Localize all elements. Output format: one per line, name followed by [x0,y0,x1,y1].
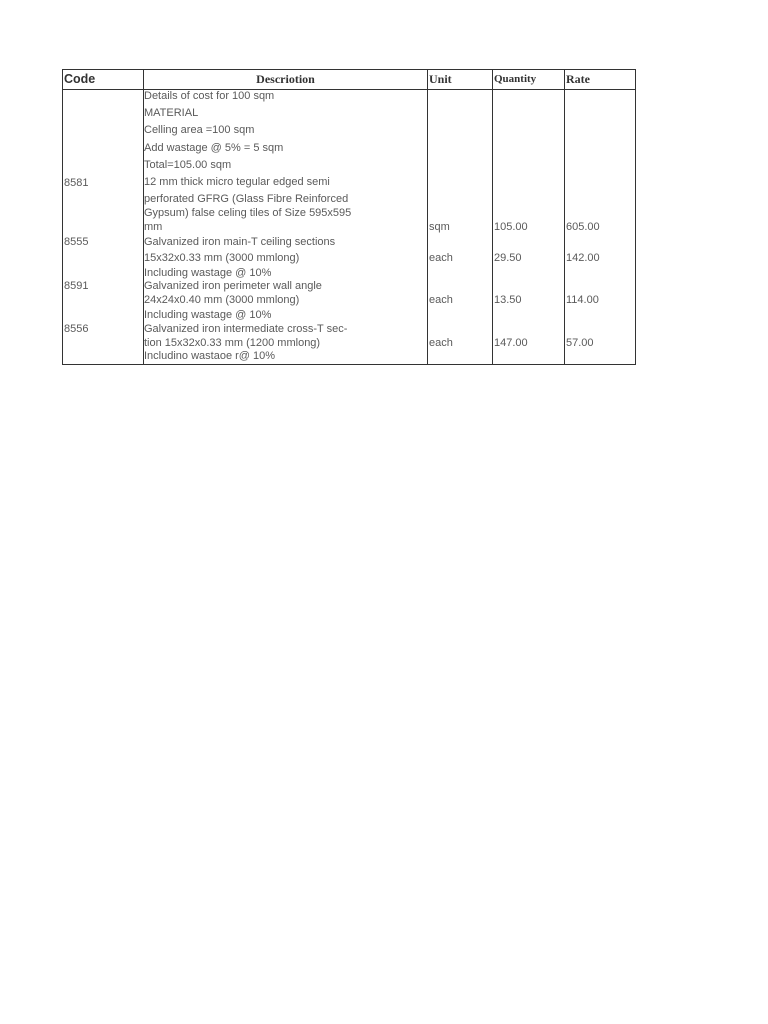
item-quantity: 147.00 [494,337,528,349]
description-line: tion 15x32x0.33 mm (1200 mmlong) [144,337,321,349]
item-code: 8556 [64,323,89,335]
item-unit: each [429,252,453,264]
description-line: Including wastage @ 10% [144,267,272,279]
description-line: Includino wastaoe r@ 10% [144,350,276,362]
description-line: perforated GFRG (Glass Fibre Reinforced [144,193,349,205]
description-line: Including wastage @ 10% [144,309,272,321]
header-quantity: Quantity [494,73,537,85]
item-unit: each [429,294,453,306]
description-line: Galvanized iron main-T ceiling sections [144,236,336,248]
description-line: Galvanized iron perimeter wall angle [144,280,322,292]
header-unit: Unit [429,72,452,86]
column-divider [427,70,428,364]
description-line: Add wastage @ 5% = 5 sqm [144,142,284,154]
item-code: 8591 [64,280,89,292]
item-unit: sqm [429,221,450,233]
description-line: Total=105.00 sqm [144,159,232,171]
item-quantity: 105.00 [494,221,528,233]
item-rate: 57.00 [566,337,594,349]
description-line: 24x24x0.40 mm (3000 mmlong) [144,294,300,306]
description-line: Gypsum) false celing tiles of Size 595x595 [144,207,352,219]
description-line: 12 mm thick micro tegular edged semi [144,176,330,188]
description-line: 15x32x0.33 mm (3000 mmlong) [144,252,300,264]
description-line: Galvanized iron intermediate cross-T sec- [144,323,348,335]
description-line: mm [144,221,163,233]
header-code: Code [64,72,96,86]
item-unit: each [429,337,453,349]
description-line: Details of cost for 100 sqm [144,90,275,102]
column-divider [564,70,565,364]
item-quantity: 29.50 [494,252,522,264]
description-line: Celling area =100 sqm [144,124,255,136]
header-description: Descriotion [256,72,315,86]
item-quantity: 13.50 [494,294,522,306]
column-divider [492,70,493,364]
item-code: 8555 [64,236,89,248]
header-rate: Rate [566,72,590,86]
description-line: MATERIAL [144,107,199,119]
item-rate: 605.00 [566,221,600,233]
cost-table [62,69,636,365]
item-rate: 114.00 [566,294,599,306]
item-rate: 142.00 [566,252,600,264]
item-code: 8581 [64,177,89,189]
